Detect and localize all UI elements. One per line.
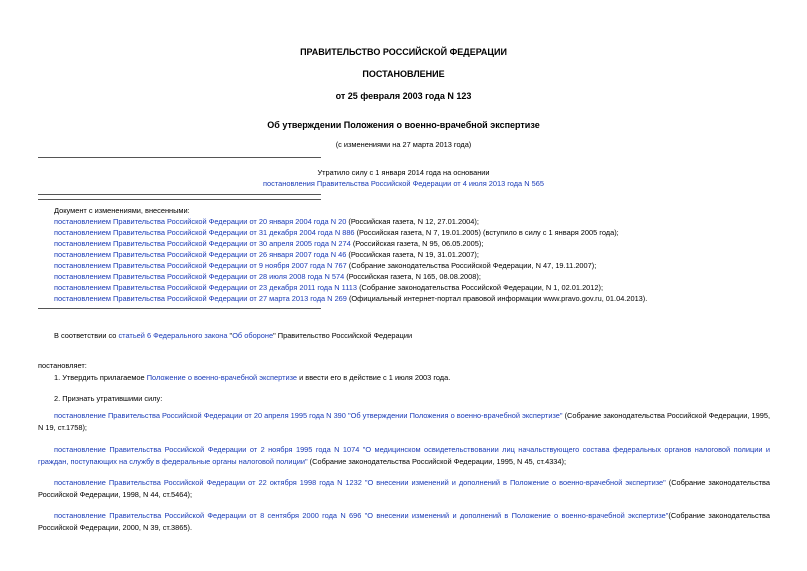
amendment-item: постановлением Правительства Российской Федерации от 26 января 2007 года N 46 (Российская газета, N 19, 31.01.2007); (54, 250, 479, 259)
repealed-link[interactable]: постановление Правительства Российской Федерации от 8 сентября 2000 года N 696 "О внесении изменений и дополнений в Положение о военно-врачебной экспертизе" (54, 511, 669, 520)
amendment-link[interactable]: постановлением Правительства Российской Федерации от 20 января 2004 года N 20 (54, 217, 347, 226)
amendment-link[interactable]: постановлением Правительства Российской Федерации от 31 декабря 2004 года N 886 (54, 228, 355, 237)
separator-rule (38, 157, 321, 158)
separator-rule (38, 194, 321, 195)
repealed-item: постановление Правительства Российской Федерации от 22 октября 1998 года N 1232 "О внесении изменений и дополнений в Положение о военно-врачебной экспертизе" (Собрание законодательства Российской Федерации, 1998, N 44, ст.5464); (38, 478, 770, 499)
defense-law-link[interactable]: Об обороне (232, 331, 274, 340)
preamble: В соответствии со статьей 6 Федерального закона "Об обороне" Правительство Российской Федерации (54, 331, 413, 340)
law-article-link[interactable]: статьей 6 Федерального закона (118, 331, 228, 340)
regulation-link[interactable]: Положение о военно-врачебной экспертизе (146, 373, 298, 382)
amendment-item: постановлением Правительства Российской Федерации от 31 декабря 2004 года N 886 (Российская газета, N 7, 19.01.2005) (вступило в силу с 1 января 2005 года); (54, 228, 619, 237)
paragraph-1: 1. Утвердить прилагаемое Положение о военно-врачебной экспертизе и ввести его в действие с 1 июля 2003 года. (54, 373, 451, 382)
repealed-link[interactable]: постановление Правительства Российской Федерации от 2 ноября 1995 года N 1074 "О медицинском освидетельствовании лиц начальствующего состава федеральных органов налоговой полиции и граждан, поступающих на службу в федеральные органы налоговой полиции" (38, 445, 770, 466)
org-heading: ПРАВИТЕЛЬСТВО РОССИЙСКОЙ ФЕДЕРАЦИИ (300, 47, 507, 57)
amendment-link[interactable]: постановлением Правительства Российской Федерации от 26 января 2007 года N 46 (54, 250, 347, 259)
expired-link[interactable]: постановления Правительства Российской Федерации от 4 июля 2013 года N 565 (263, 179, 544, 188)
edition-note: (с изменениями на 27 марта 2013 года) (335, 140, 472, 149)
amendment-link[interactable]: постановлением Правительства Российской Федерации от 9 ноября 2007 года N 767 (54, 261, 347, 270)
amendment-link[interactable]: постановлением Правительства Российской Федерации от 27 марта 2013 года N 269 (54, 294, 347, 303)
repealed-link[interactable]: постановление Правительства Российской Федерации от 22 октября 1998 года N 1232 "О внесении изменений и дополнений в Положение о военно-врачебной экспертизе" (54, 478, 666, 487)
amendment-link[interactable]: постановлением Правительства Российской Федерации от 23 декабря 2011 года N 1113 (54, 283, 358, 292)
paragraph-2: 2. Признать утратившими силу: (54, 394, 163, 403)
amendment-item: постановлением Правительства Российской Федерации от 30 апреля 2005 года N 274 (Российская газета, N 95, 06.05.2005); (54, 239, 484, 248)
amendment-link[interactable]: постановлением Правительства Российской Федерации от 28 июля 2008 года N 574 (54, 272, 345, 281)
repealed-item: постановление Правительства Российской Федерации от 8 сентября 2000 года N 696 "О внесении изменений и дополнений в Положение о военно-врачебной экспертизе"(Собрание законодательства Российской Федерации, 2000, N 39, ст.3865). (38, 511, 770, 532)
repealed-item: постановление Правительства Российской Федерации от 20 апреля 1995 года N 390 "Об утверждении Положения о военно-врачебной экспертизе" (Собрание законодательства Российской Федерации, 1995, N 19, ст.1758); (38, 411, 771, 432)
separator-rule (38, 308, 321, 309)
amendment-item: постановлением Правительства Российской Федерации от 27 марта 2013 года N 269 (Официальный интернет-портал правовой информации www.pravo.gov.ru, 01.04.2013). (54, 294, 648, 303)
amendment-item: постановлением Правительства Российской Федерации от 20 января 2004 года N 20 (Российская газета, N 12, 27.01.2004); (54, 217, 479, 226)
date-number-heading: от 25 февраля 2003 года N 123 (335, 91, 472, 101)
repealed-item: постановление Правительства Российской Федерации от 2 ноября 1995 года N 1074 "О медицинском освидетельствовании лиц начальствующего состава федеральных органов налоговой полиции и граждан, поступающих на службу в федеральные органы налоговой полиции" (Собрание законодательства Российской Федерации, 1995, N 45, ст.4334); (38, 445, 770, 466)
doc-type-heading: ПОСТАНОВЛЕНИЕ (362, 69, 445, 79)
amendment-item: постановлением Правительства Российской Федерации от 23 декабря 2011 года N 1113 (Собрание законодательства Российской Федерации, N 1, 02.01.2012); (54, 283, 604, 292)
amendment-item: постановлением Правительства Российской Федерации от 28 июля 2008 года N 574 (Российская газета, N 165, 08.08.2008); (54, 272, 481, 281)
repealed-link[interactable]: постановление Правительства Российской Федерации от 20 апреля 1995 года N 390 "Об утверждении Положения о военно-врачебной экспертизе" (54, 411, 563, 420)
document-title: Об утверждении Положения о военно-врачебной экспертизе (267, 120, 540, 130)
separator-rule (38, 199, 321, 200)
expired-notice: Утратило силу с 1 января 2014 года на основании (317, 168, 490, 177)
amendment-link[interactable]: постановлением Правительства Российской Федерации от 30 апреля 2005 года N 274 (54, 239, 351, 248)
amendments-intro: Документ с изменениями, внесенными: (54, 206, 190, 215)
amendment-item: постановлением Правительства Российской Федерации от 9 ноября 2007 года N 767 (Собрание законодательства Российской Федерации, N 47, 19.11.2007); (54, 261, 597, 270)
decree-word: постановляет: (38, 361, 87, 370)
